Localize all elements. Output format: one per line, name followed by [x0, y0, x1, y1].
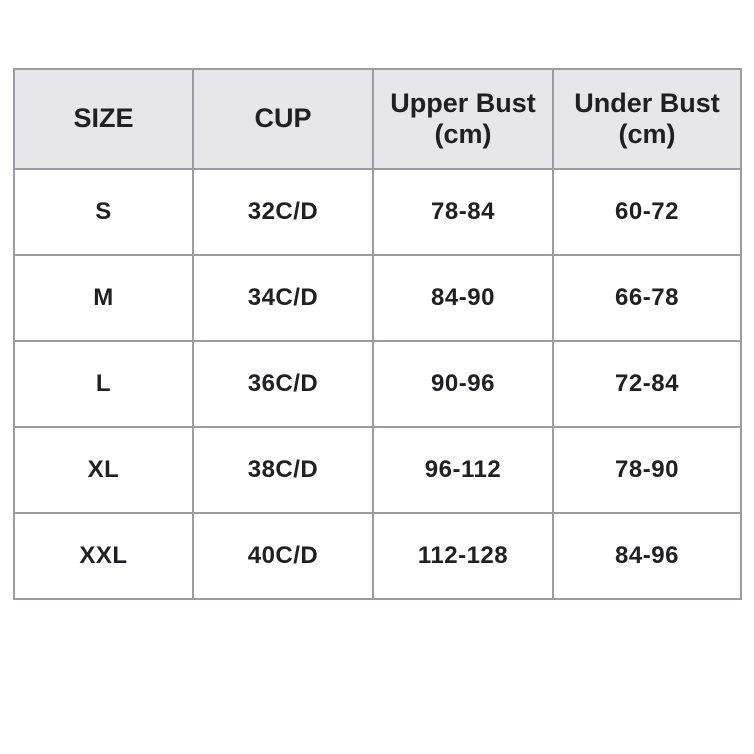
- cell-upper-bust: 112-128: [373, 513, 553, 599]
- cell-upper-bust: 90-96: [373, 341, 553, 427]
- cell-cup: 32C/D: [193, 169, 373, 255]
- cell-cup: 34C/D: [193, 255, 373, 341]
- cell-size: M: [14, 255, 193, 341]
- cell-size: XXL: [14, 513, 193, 599]
- cell-upper-bust: 84-90: [373, 255, 553, 341]
- cell-cup: 40C/D: [193, 513, 373, 599]
- cell-size: L: [14, 341, 193, 427]
- cell-under-bust: 66-78: [553, 255, 741, 341]
- size-chart-body: [14, 169, 741, 599]
- table-row-m: [14, 255, 741, 341]
- column-header-under-bust: Under Bust (cm): [553, 69, 741, 169]
- column-header-size: SIZE: [14, 69, 193, 169]
- column-header-upper-bust: Upper Bust (cm): [373, 69, 553, 169]
- size-chart-header: [14, 69, 741, 169]
- cell-under-bust: 78-90: [553, 427, 741, 513]
- cell-size: S: [14, 169, 193, 255]
- cell-upper-bust: 78-84: [373, 169, 553, 255]
- cell-cup: 38C/D: [193, 427, 373, 513]
- size-chart-table: [13, 68, 742, 600]
- table-row-xl: [14, 427, 741, 513]
- table-row-xxl: [14, 513, 741, 599]
- table-row-s: [14, 169, 741, 255]
- cell-upper-bust: 96-112: [373, 427, 553, 513]
- cell-under-bust: 60-72: [553, 169, 741, 255]
- column-header-cup: CUP: [193, 69, 373, 169]
- cell-under-bust: 72-84: [553, 341, 741, 427]
- table-row-l: [14, 341, 741, 427]
- cell-under-bust: 84-96: [553, 513, 741, 599]
- header-row: [14, 69, 741, 169]
- cell-cup: 36C/D: [193, 341, 373, 427]
- cell-size: XL: [14, 427, 193, 513]
